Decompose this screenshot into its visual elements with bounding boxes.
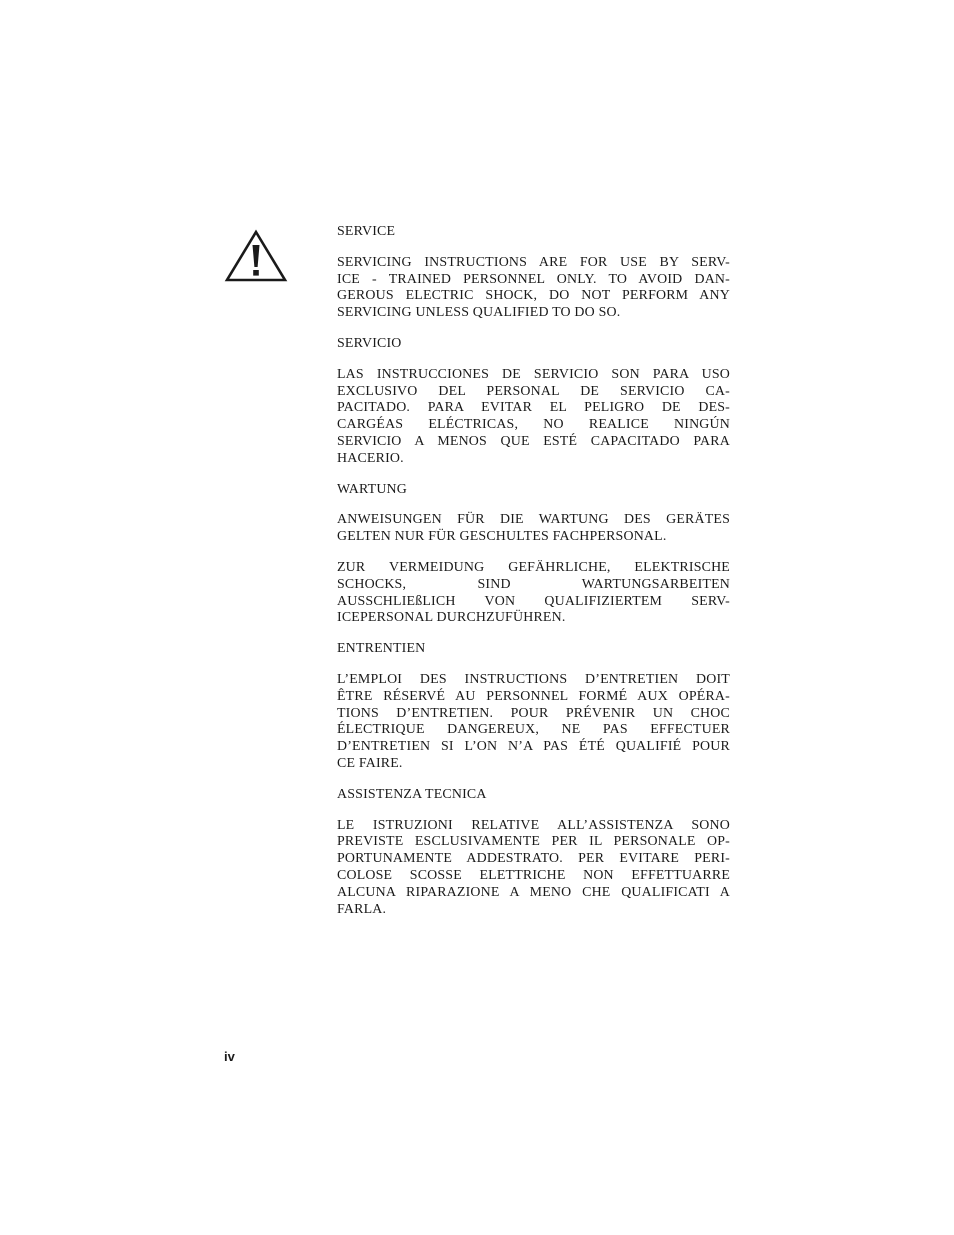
paragraph-line: ALCUNA RIPARAZIONE A MENO CHE QUALIFICATI A	[337, 884, 730, 900]
notice-section	[337, 224, 730, 322]
paragraph-line: PORTUNAMENTE ADDESTRATO. PER EVITARE PERI-	[337, 851, 730, 867]
section-heading: WARTUNG	[337, 481, 408, 497]
section-heading: ENTRENTIEN	[337, 641, 426, 657]
paragraph-line: SCHOCKS, SIND WARTUNGSARBEITEN	[337, 576, 730, 592]
paragraph-line: HACERIO.	[337, 450, 404, 466]
safety-notice	[337, 224, 730, 932]
paragraph-line: GELTEN NUR FÜR GESCHULTES FACHPERSONAL.	[337, 529, 667, 545]
notice-section	[337, 336, 730, 468]
paragraph-line: ÉLECTRIQUE DANGEREUX, NE PAS EFFECTUER	[337, 722, 730, 738]
paragraph-line: GEROUS ELECTRIC SHOCK, DO NOT PERFORM ANY	[337, 288, 730, 304]
section-paragraph	[337, 818, 730, 919]
paragraph-line: LE ISTRUZIONI RELATIVE ALL’ASSISTENZA SONO	[337, 817, 730, 833]
section-paragraph	[337, 255, 730, 322]
paragraph-line: SERVICING INSTRUCTIONS ARE FOR USE BY SERV-	[337, 254, 730, 270]
section-paragraph	[337, 560, 730, 627]
paragraph-line: TIONS D’ENTRETIEN. POUR PRÉVENIR UN CHOC	[337, 705, 730, 721]
paragraph-line: PREVISTE ESCLUSIVAMENTE PER IL PERSONALE OP-	[337, 834, 730, 850]
paragraph-line: PACITADO. PARA EVITAR EL PELIGRO DE DES-	[337, 400, 730, 416]
warning-triangle-icon	[224, 229, 288, 283]
notice-section	[337, 787, 730, 919]
paragraph-line: CARGÉAS ELÉCTRICAS, NO REALICE NINGÚN	[337, 417, 730, 433]
paragraph-line: ZUR VERMEIDUNG GEFÄHRLICHE, ELEKTRISCHE	[337, 559, 730, 575]
paragraph-line: SERVICING UNLESS QUALIFIED TO DO SO.	[337, 305, 621, 321]
section-heading: SERVICE	[337, 224, 396, 239]
section-heading: ASSISTENZA TECNICA	[337, 786, 487, 802]
paragraph-line: L’EMPLOI DES INSTRUCTIONS D’ENTRETIEN DOIT	[337, 671, 730, 687]
paragraph-line: EXCLUSIVO DEL PERSONAL DE SERVICIO CA-	[337, 383, 730, 399]
paragraph-line: COLOSE SCOSSE ELETTRICHE NON EFFETTUARRE	[337, 867, 730, 883]
page-number: iv	[224, 1049, 235, 1064]
paragraph-line: CE FAIRE.	[337, 755, 403, 771]
paragraph-line: D’ENTRETIEN SI L’ON N’A PAS ÉTÉ QUALIFIÉ POUR	[337, 739, 730, 755]
paragraph-line: SERVICIO A MENOS QUE ESTÉ CAPACITADO PARA	[337, 433, 730, 449]
paragraph-line: ANWEISUNGEN FÜR DIE WARTUNG DES GERÄTES	[337, 512, 730, 528]
section-paragraph	[337, 512, 730, 546]
paragraph-line: FARLA.	[337, 901, 387, 917]
section-heading: SERVICIO	[337, 335, 402, 351]
paragraph-line: ICEPERSONAL DURCHZUFÜHREN.	[337, 610, 566, 626]
section-paragraph	[337, 367, 730, 468]
paragraph-line: ÊTRE RÉSERVÉ AU PERSONNEL FORMÉ AUX OPÉRA-	[337, 688, 730, 704]
section-paragraph	[337, 672, 730, 773]
notice-section	[337, 482, 730, 628]
paragraph-line: ICE - TRAINED PERSONNEL ONLY. TO AVOID DAN-	[337, 271, 730, 287]
notice-section	[337, 641, 730, 773]
paragraph-line: AUSSCHLIEßLICH VON QUALIFIZIERTEM SERV-	[337, 593, 730, 609]
paragraph-line: LAS INSTRUCCIONES DE SERVICIO SON PARA USO	[337, 366, 730, 382]
